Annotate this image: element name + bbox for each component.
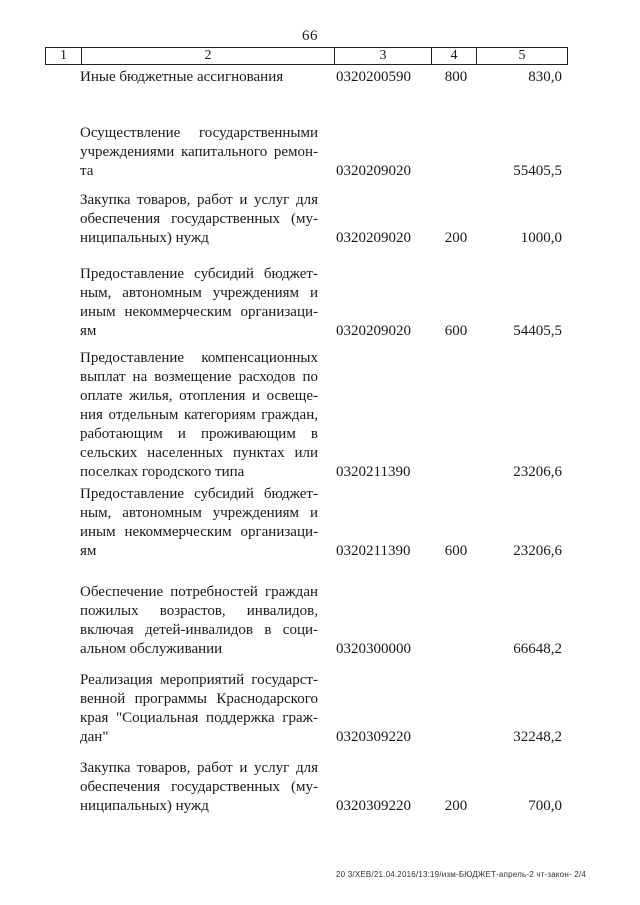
description-line: обеспечения государственных (му- — [80, 211, 318, 227]
description-line: Предоставление компенсационных — [80, 350, 318, 366]
row-description — [80, 583, 318, 659]
description-line: Иные бюджетные ассигнования — [80, 69, 284, 85]
row-code: 0320209020 — [336, 323, 411, 339]
row-amount: 1000,0 — [520, 230, 562, 246]
table-row — [80, 124, 565, 181]
row-description — [80, 124, 318, 181]
header-cell-2: 2 — [82, 48, 335, 64]
row-description — [80, 485, 318, 561]
row-code: 0320200590 — [336, 69, 411, 85]
row-description — [80, 349, 318, 482]
description-line: работающим и проживающим в — [80, 426, 318, 442]
row-amount: 23206,6 — [513, 543, 562, 559]
header-cell-4: 4 — [432, 48, 477, 64]
row-amount: 830,0 — [528, 69, 562, 85]
description-line: Предоставление субсидий бюджет- — [80, 486, 318, 502]
table-row — [80, 759, 565, 816]
row-code: 0320209020 — [336, 230, 411, 246]
table-row — [80, 265, 565, 341]
description-line: венной программы Краснодарского — [80, 691, 318, 707]
description-line: сельских населенных пунктах или — [80, 445, 318, 461]
row-description — [80, 265, 318, 341]
description-line: Предоставление субсидий бюджет- — [80, 266, 318, 282]
row-description — [80, 191, 318, 248]
page-number: 66 — [302, 28, 318, 44]
description-line: поселках городского типа — [80, 464, 245, 480]
description-line: Закупка товаров, работ и услуг для — [80, 760, 318, 776]
description-line: ниципальных) нужд — [80, 230, 209, 246]
row-expense-type: 600 — [444, 543, 468, 559]
row-amount: 55405,5 — [513, 163, 562, 179]
description-line: иным некоммерческим организаци- — [80, 524, 318, 540]
description-line: ниципальных) нужд — [80, 798, 209, 814]
description-line: Осуществление государственными — [80, 125, 318, 141]
description-line: Реализация мероприятий государст- — [80, 672, 318, 688]
description-line: альном обслуживании — [80, 641, 223, 657]
row-code: 0320209020 — [336, 163, 411, 179]
description-line: Закупка товаров, работ и услуг для — [80, 192, 318, 208]
row-amount: 32248,2 — [513, 729, 562, 745]
description-line: та — [80, 163, 94, 179]
description-line: ным, автономным учреждениям и — [80, 505, 318, 521]
row-amount: 700,0 — [528, 798, 562, 814]
row-code: 0320211390 — [336, 464, 411, 480]
header-cell-1: 1 — [46, 48, 82, 64]
row-amount: 54405,5 — [513, 323, 562, 339]
description-line: пожилых возрастов, инвалидов, — [80, 603, 318, 619]
header-cell-5: 5 — [518, 48, 526, 63]
row-code: 0320211390 — [336, 543, 411, 559]
description-line: Обеспечение потребностей граждан — [80, 584, 318, 600]
description-line: оплате жилья, отопления и освеще- — [80, 388, 318, 404]
table-row — [80, 583, 565, 659]
footer-stamp: 20 3/ХЕВ/21.04.2016/13:19/изм-БЮДЖЕТ-апрель-2 чт-закон- 2/4 — [336, 870, 586, 879]
description-line: иным некоммерческим организаци- — [80, 304, 318, 320]
header-cell-3: 3 — [335, 48, 432, 64]
row-code: 0320300000 — [336, 641, 411, 657]
table-row — [80, 349, 565, 482]
description-line: выплат на возмещение расходов по — [80, 369, 318, 385]
row-expense-type: 600 — [444, 323, 468, 339]
description-line: дан" — [80, 729, 109, 745]
table-header — [45, 47, 568, 65]
row-description — [80, 759, 318, 816]
description-line: включая детей-инвалидов в соци- — [80, 622, 318, 638]
row-amount: 23206,6 — [513, 464, 562, 480]
row-code: 0320309220 — [336, 798, 411, 814]
row-expense-type: 200 — [444, 798, 468, 814]
description-line: ям — [80, 543, 97, 559]
description-line: ям — [80, 323, 97, 339]
description-line: обеспечения государственных (му- — [80, 779, 318, 795]
row-amount: 66648,2 — [513, 641, 562, 657]
table-row — [80, 671, 565, 747]
row-expense-type: 200 — [444, 230, 468, 246]
row-code: 0320309220 — [336, 729, 411, 745]
description-line: учреждениями капитального ремон- — [80, 144, 318, 160]
table-row — [80, 68, 565, 87]
table-row — [80, 191, 565, 248]
description-line: края "Социальная поддержка граж- — [80, 710, 318, 726]
row-expense-type: 800 — [444, 69, 468, 85]
description-line: ния отдельным категориям граждан, — [80, 407, 318, 423]
row-description — [80, 671, 318, 747]
table-row — [80, 485, 565, 561]
row-description — [80, 68, 318, 87]
description-line: ным, автономным учреждениям и — [80, 285, 318, 301]
